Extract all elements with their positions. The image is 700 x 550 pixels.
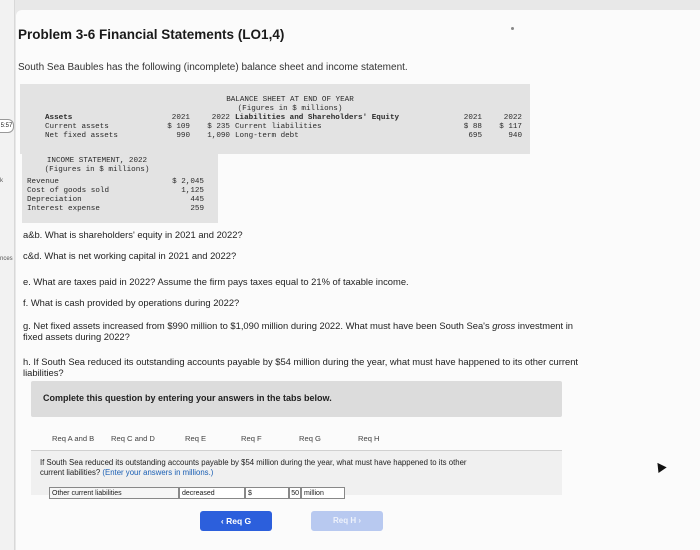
bs-asset-2021: 990	[176, 132, 190, 140]
answer-prompt	[40, 458, 560, 477]
tab-req-c-d[interactable]: Req C and D	[111, 434, 155, 443]
assets-header: Assets	[45, 114, 73, 122]
score-badge[interactable]: 5:57	[0, 119, 14, 133]
bs-asset-2022: $ 235	[207, 123, 230, 131]
answer-hint: (Enter your answers in millions.)	[102, 467, 214, 477]
tab-req-a-b[interactable]: Req A and B	[52, 434, 95, 443]
tab-req-e[interactable]: Req E	[185, 434, 207, 443]
sidebar-fragment: k	[0, 178, 3, 184]
left-sidebar	[0, 0, 15, 550]
tab-req-f[interactable]: Req F	[241, 434, 262, 443]
bs-liab-2022: $ 117	[499, 123, 522, 131]
direction-select[interactable]: decreased	[179, 487, 245, 499]
question-h-text-2: liabilities?	[23, 367, 64, 378]
is-title: INCOME STATEMENT, 2022	[46, 157, 148, 165]
bs-title: BALANCE SHEET AT END OF YEAR	[226, 96, 354, 104]
prev-button-label: Req G	[226, 516, 252, 526]
bs-subtitle: (Figures in $ millions)	[237, 105, 343, 113]
question-g-text: g. Net fixed assets increased from $990 million to $1,090 million during 2022. What must have been South Sea's	[23, 320, 493, 331]
chevron-left-icon: ‹	[220, 516, 224, 526]
currency-symbol: $	[245, 487, 289, 499]
is-label: Depreciation	[27, 196, 82, 204]
is-label: Cost of goods sold	[27, 187, 110, 195]
is-value: $ 2,045	[172, 178, 204, 186]
is-value: 259	[190, 205, 204, 213]
menu-dot	[511, 27, 514, 30]
answer-row-label: Other current liabilities	[49, 487, 179, 499]
bs-asset-2022: 1,090	[207, 132, 230, 140]
question-g-text-3: fixed assets during 2022?	[23, 331, 130, 342]
unit-label: million	[301, 487, 345, 499]
tab-req-g[interactable]: Req G	[299, 434, 321, 443]
is-value: 1,125	[181, 187, 204, 195]
amount-input[interactable]: 50	[289, 487, 301, 499]
bs-liab-label: Long-term debt	[235, 132, 299, 140]
prev-button[interactable]	[200, 511, 272, 531]
question-e: e. What are taxes paid in 2022? Assume the firm pays taxes equal to 21% of taxable income.	[23, 276, 409, 287]
bs-liab-2021: 695	[468, 132, 482, 140]
bs-asset-2021: $ 109	[167, 123, 190, 131]
answer-prompt-text-2: current liabilities?	[40, 467, 103, 477]
next-button-label: Req H	[332, 516, 357, 525]
liab-year-2021: 2021	[463, 114, 482, 122]
instructions-text: Complete this question by entering your answers in the tabs below.	[43, 393, 332, 403]
bs-liab-label: Current liabilities	[235, 123, 322, 131]
next-button[interactable]	[311, 511, 383, 531]
balance-sheet-table	[20, 84, 530, 154]
asset-year-2021: 2021	[171, 114, 190, 122]
bs-liab-2022: 940	[508, 132, 522, 140]
liab-year-2022: 2022	[503, 114, 522, 122]
chevron-right-icon: ›	[358, 516, 362, 525]
asset-year-2022: 2022	[211, 114, 230, 122]
question-g-text-2: investment in	[515, 320, 574, 331]
is-label: Revenue	[27, 178, 59, 186]
question-cd: c&d. What is net working capital in 2021 and 2022?	[23, 250, 237, 261]
question-f: f. What is cash provided by operations during 2022?	[23, 297, 240, 308]
problem-title: Problem 3-6 Financial Statements (LO1,4)	[18, 27, 285, 42]
sidebar-fragment: nces	[0, 256, 13, 262]
problem-description: South Sea Baubles has the following (incomplete) balance sheet and income statement.	[18, 62, 408, 73]
question-h	[23, 356, 578, 378]
question-g	[23, 320, 573, 342]
question-ab: a&b. What is shareholders' equity in 2021 and 2022?	[23, 229, 243, 240]
instructions-box	[31, 381, 562, 417]
tab-req-h[interactable]: Req H	[358, 434, 380, 443]
is-label: Interest expense	[27, 205, 100, 213]
is-subtitle: (Figures in $ millions)	[44, 166, 150, 174]
is-value: 445	[190, 196, 204, 204]
answer-prompt-text: If South Sea reduced its outstanding accounts payable by $54 million during the year, what must have happened to its other	[40, 458, 467, 467]
question-g-emphasis: gross	[492, 320, 516, 331]
liabilities-header: Liabilities and Shareholders' Equity	[235, 114, 400, 122]
income-statement-table	[22, 151, 218, 223]
question-h-text: h. If South Sea reduced its outstanding accounts payable by $54 million during the year, what must have happened to its other current	[23, 356, 579, 367]
bs-asset-label: Net fixed assets	[45, 132, 118, 140]
bs-liab-2021: $ 88	[463, 123, 482, 131]
bs-asset-label: Current assets	[45, 123, 109, 131]
